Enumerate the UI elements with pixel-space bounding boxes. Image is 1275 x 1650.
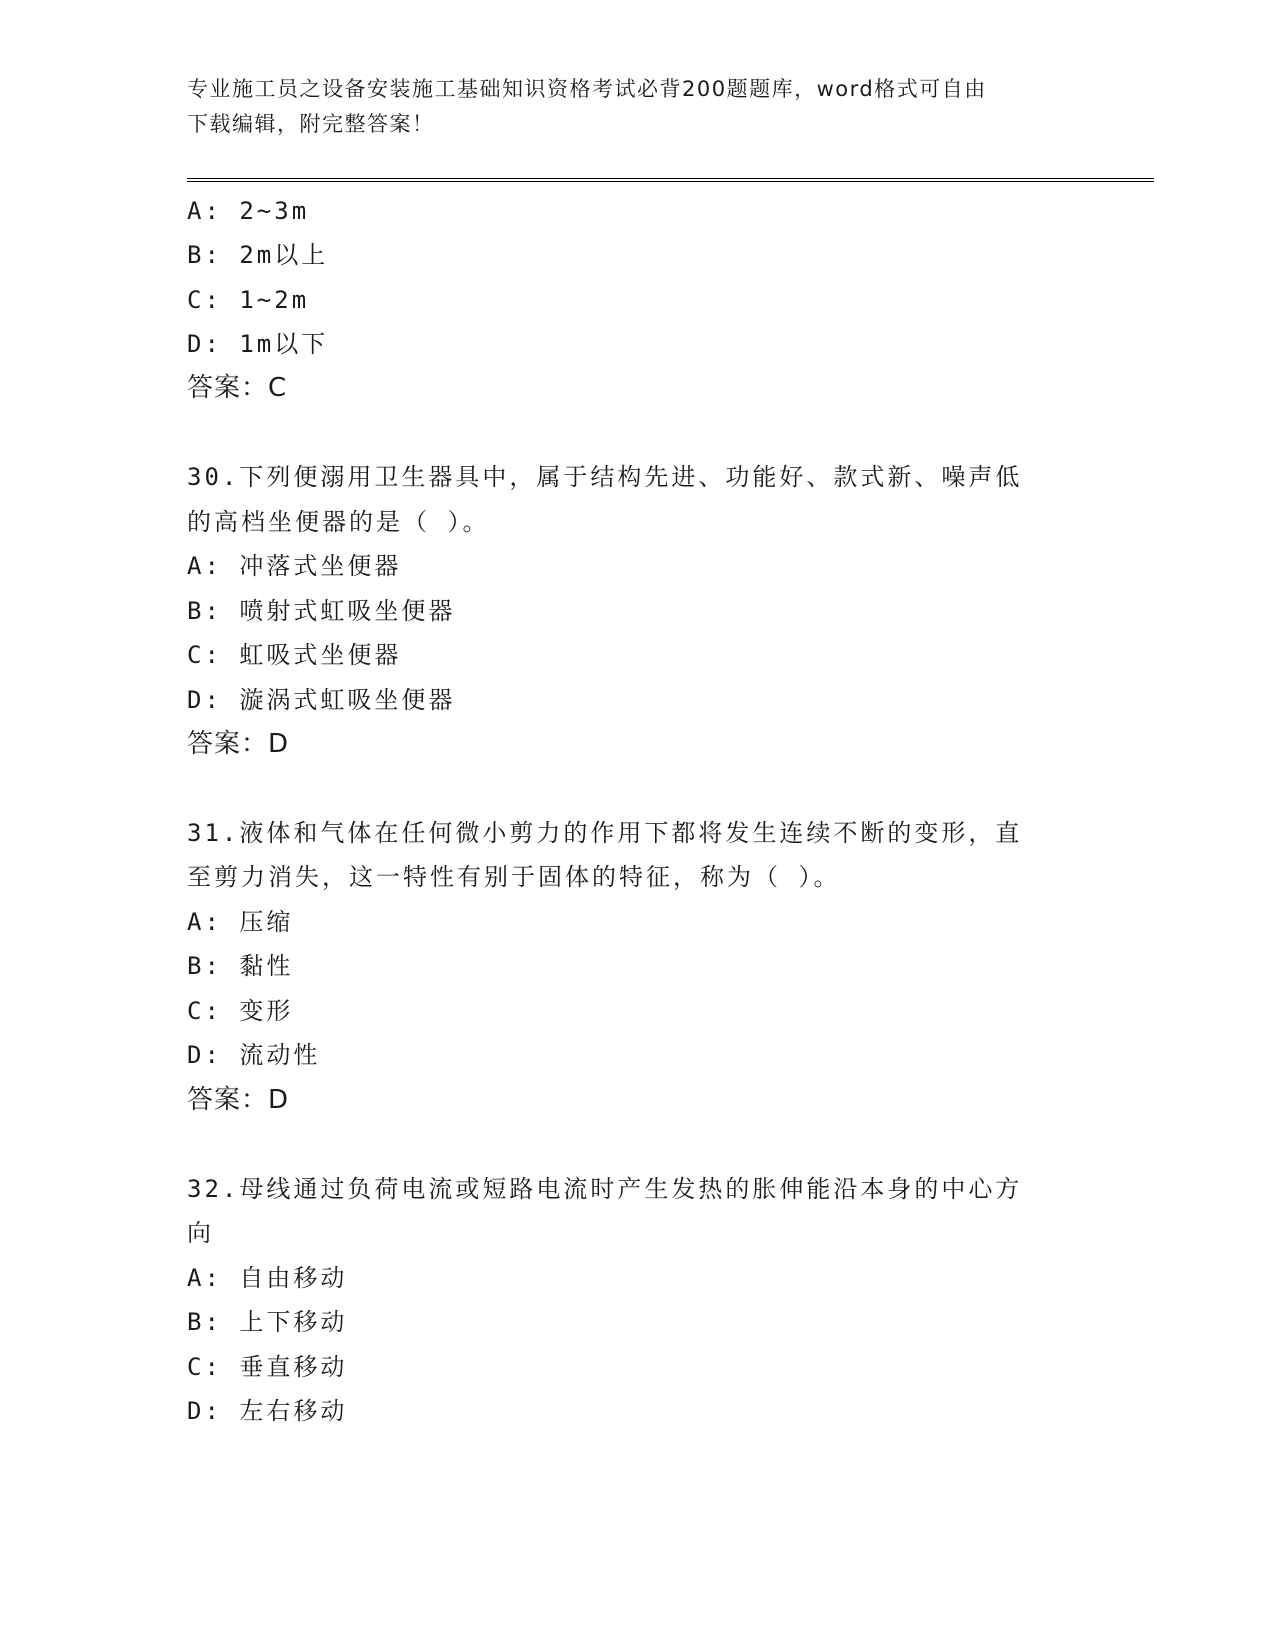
q29-answer: 答案：C	[187, 373, 288, 403]
q32-text-line-2: 向	[187, 1219, 214, 1247]
header-divider-bottom	[187, 181, 1154, 182]
q30-text-line-2: 的高档坐便器的是（ ）。	[187, 508, 490, 536]
q29-option-a: A: 2~3m	[187, 197, 310, 225]
q31-text-line-2: 至剪力消失，这一特性有别于固体的特征，称为（ ）。	[187, 863, 841, 891]
q30-option-d: D: 漩涡式虹吸坐便器	[187, 686, 456, 714]
header-line-2: 下载编辑，附完整答案！	[187, 112, 435, 136]
q32-option-c: C: 垂直移动	[187, 1353, 348, 1381]
q31-option-d: D: 流动性	[187, 1041, 321, 1069]
q31-option-b: B: 黏性	[187, 952, 294, 980]
q32-text-line-1: 32.母线通过负荷电流或短路电流时产生发热的胀伸能沿本身的中心方	[187, 1175, 1023, 1203]
q30-answer: 答案：D	[187, 729, 290, 759]
q32-option-d: D: 左右移动	[187, 1397, 348, 1425]
q31-option-a: A: 压缩	[187, 908, 294, 936]
q30-option-b: B: 喷射式虹吸坐便器	[187, 597, 456, 625]
q30-option-c: C: 虹吸式坐便器	[187, 641, 402, 669]
header-divider-top	[187, 178, 1154, 179]
q31-option-c: C: 变形	[187, 997, 294, 1025]
q29-option-c: C: 1~2m	[187, 286, 310, 314]
q29-option-b: B: 2m以上	[187, 241, 329, 269]
q31-text-line-1: 31.液体和气体在任何微小剪力的作用下都将发生连续不断的变形，直	[187, 819, 1023, 847]
q32-option-a: A: 自由移动	[187, 1264, 348, 1292]
q30-option-a: A: 冲落式坐便器	[187, 552, 402, 580]
q30-text-line-1: 30.下列便溺用卫生器具中，属于结构先进、功能好、款式新、噪声低	[187, 463, 1023, 491]
q29-option-d: D: 1m以下	[187, 330, 329, 358]
document-header	[187, 72, 1067, 142]
header-line-1: 专业施工员之设备安装施工基础知识资格考试必背200题题库，word格式可自由	[187, 77, 987, 101]
q32-option-b: B: 上下移动	[187, 1308, 348, 1336]
q31-answer: 答案：D	[187, 1085, 290, 1115]
